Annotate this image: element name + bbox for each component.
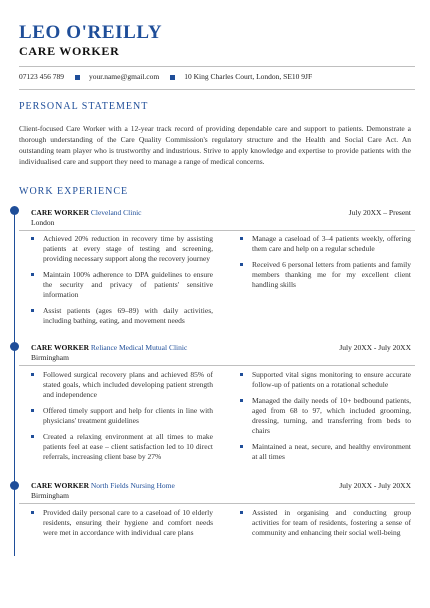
- job-title: CARE WORKER: [31, 208, 89, 217]
- job-title: CARE WORKER: [31, 343, 89, 352]
- timeline-dot: [10, 206, 19, 215]
- job-dates: July 20XX – Present: [348, 208, 411, 217]
- contact-divider: [19, 89, 415, 90]
- job-achievements-right: [240, 370, 411, 468]
- list-item: Followed surgical recovery plans and achieved 85% of stated goals, which included developing patient strength and independence: [31, 370, 213, 400]
- job-divider: [19, 365, 415, 366]
- job-divider: [19, 503, 415, 504]
- bullet-square-icon: [75, 75, 80, 80]
- work-experience-heading: WORK EXPERIENCE: [19, 186, 129, 197]
- list-item: Assisted in organising and conducting group activities for team of residents, fostering a sense of community and enhancing their social well-being: [240, 508, 411, 538]
- bullet-square-icon: [170, 75, 175, 80]
- job-title-line: [31, 208, 142, 218]
- job-achievements-left: [31, 370, 213, 468]
- email-address[interactable]: your.name@gmail.com: [89, 72, 160, 81]
- candidate-name: LEO O'REILLY: [19, 22, 163, 43]
- candidate-role: CARE WORKER: [19, 44, 120, 58]
- job-title: CARE WORKER: [31, 481, 89, 490]
- list-item: Provided daily personal care to a caseload of 10 elderly residents, ensuring their hygiene and comfort needs were met in accordance with individual care plans: [31, 508, 213, 538]
- job-dates: July 20XX - July 20XX: [339, 481, 411, 490]
- postal-address: 10 King Charles Court, London, SE10 9JF: [184, 72, 313, 81]
- personal-statement-text: Client-focused Care Worker with a 12-year track record of providing dependable care and support to patients. Demonstrate a thorough understanding of the Care Quality Commission's regulatory structure and the Health and Social Care Act. An outstanding team player who is trustworthy and industrious. Strive to apply knowledge and expertise to provide patients with the individualised care and support they need to manage a range of medical concerns.: [19, 124, 411, 166]
- job-location: Birmingham: [31, 353, 69, 362]
- contact-bar: [19, 72, 312, 82]
- list-item: Received 6 personal letters from patients and family members thanking me for my excellent client handling skills: [240, 260, 411, 290]
- list-item: Achieved 20% reduction in recovery time by assisting patients at every stage of testing and screening, providing necessary support along the recovery journey: [31, 234, 213, 264]
- job-location: London: [31, 218, 55, 227]
- job-dates: July 20XX - July 20XX: [339, 343, 411, 352]
- job-achievements-right: [240, 234, 411, 296]
- list-item: Created a relaxing environment at all times to make patients feel at ease – client satisfaction led to 10 direct referrals, increasing client base by 27%: [31, 432, 213, 462]
- list-item: Manage a caseload of 3–4 patients weekly, offering them care and help on a regular schedule: [240, 234, 411, 254]
- list-item: Maintain 100% adherence to DPA guidelines to ensure the security and privacy of patients' sensitive information: [31, 270, 213, 300]
- list-item: Supported vital signs monitoring to ensure accurate follow-up of patients on a rotational schedule: [240, 370, 411, 390]
- job-divider: [19, 230, 415, 231]
- timeline-dot: [10, 342, 19, 351]
- job-title-line: [31, 343, 187, 353]
- job-location: Birmingham: [31, 491, 69, 500]
- job-achievements-left: [31, 234, 213, 332]
- job-organisation: Cleveland Clinic: [90, 208, 142, 217]
- list-item: Managed the daily needs of 10+ bedbound patients, aged from 68 to 97, which included grooming, dressing, turning, and transferring from beds to chairs: [240, 396, 411, 436]
- list-item: Offered timely support and help for clients in line with physicians' treatment guidelines: [31, 406, 213, 426]
- personal-statement-heading: PERSONAL STATEMENT: [19, 101, 149, 112]
- job-title-line: [31, 481, 175, 491]
- timeline-line: [14, 209, 15, 556]
- job-organisation: North Fields Nursing Home: [90, 481, 175, 490]
- job-organisation: Reliance Medical Mutual Clinic: [90, 343, 188, 352]
- list-item: Assist patients (ages 69–89) with daily activities, including bathing, eating, and movement needs: [31, 306, 213, 326]
- timeline-dot: [10, 481, 19, 490]
- phone-number: 07123 456 789: [19, 72, 64, 81]
- list-item: Maintained a neat, secure, and healthy environment at all times: [240, 442, 411, 462]
- job-achievements-left: [31, 508, 213, 544]
- job-achievements-right: [240, 508, 411, 544]
- header-divider: [19, 66, 415, 67]
